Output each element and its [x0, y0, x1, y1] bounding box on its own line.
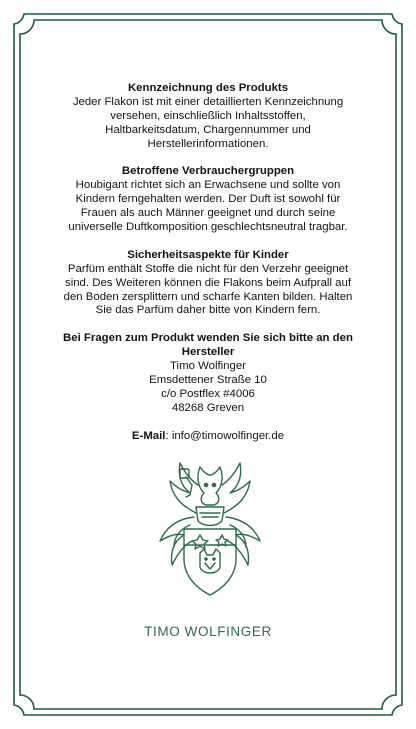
email-label: E-Mail — [131, 429, 166, 442]
email-separator: : — [165, 429, 172, 442]
contact-name: Timo Wolfinger — [170, 360, 246, 373]
section-line: Kindern ferngehalten werden. Der Duft ist sowohl für — [75, 193, 341, 206]
contact-street: Emsdettener Straße 10 — [149, 373, 267, 386]
section-line: Parfüm enthält Stoffe die nicht für den Verzehr geeignet — [67, 262, 349, 275]
contact-city: 48268 Greven — [171, 401, 245, 414]
section-heading: Betroffene Verbrauchergruppen — [121, 165, 295, 178]
contact-heading: Bei Fragen zum Produkt wenden Sie sich bitte an den — [63, 332, 353, 345]
section-line: versehen, einschließlich Inhaltsstoffen, — [110, 109, 306, 122]
coat-of-arms-logo — [150, 455, 270, 603]
section-line: universelle Duftkomposition geschlechtsneutral tragbar. — [68, 221, 348, 234]
section-line: Sie das Parfüm daher bitte von Kindern fern. — [95, 304, 321, 317]
section-line: Frauen als auch Männer geeignet und durch seine — [80, 207, 336, 220]
section-heading: Kennzeichnung des Produkts — [127, 82, 289, 94]
section-line: Jeder Flakon ist mit einer detaillierten Kennzeichnung — [72, 95, 344, 108]
contact-heading: Hersteller — [181, 346, 235, 359]
email-link[interactable]: info@timowolfinger.de — [171, 429, 285, 442]
brand-wordmark: TIMO WOLFINGER — [144, 624, 272, 639]
contact-postflex: c/o Postflex #4006 — [161, 387, 255, 400]
section-line: Herstellerinformationen. — [147, 137, 269, 150]
section-consumer-groups — [40, 165, 376, 235]
section-line: sind. Des Weiteren können die Flakons beim Aufprall auf — [65, 276, 351, 289]
section-product-labeling — [40, 82, 376, 152]
section-line: Houbigant richtet sich an Erwachsene und sollte von — [75, 179, 341, 192]
section-heading: Sicherheitsaspekte für Kinder — [127, 248, 289, 261]
contact-email — [40, 430, 376, 444]
section-line: den Boden zersplittern und scharfe Kanten bilden. Halten — [63, 290, 353, 303]
info-text-block — [40, 82, 376, 444]
section-child-safety — [40, 249, 376, 319]
section-contact — [40, 332, 376, 415]
section-line: Haltbarkeitsdatum, Chargennummer und — [105, 123, 311, 136]
